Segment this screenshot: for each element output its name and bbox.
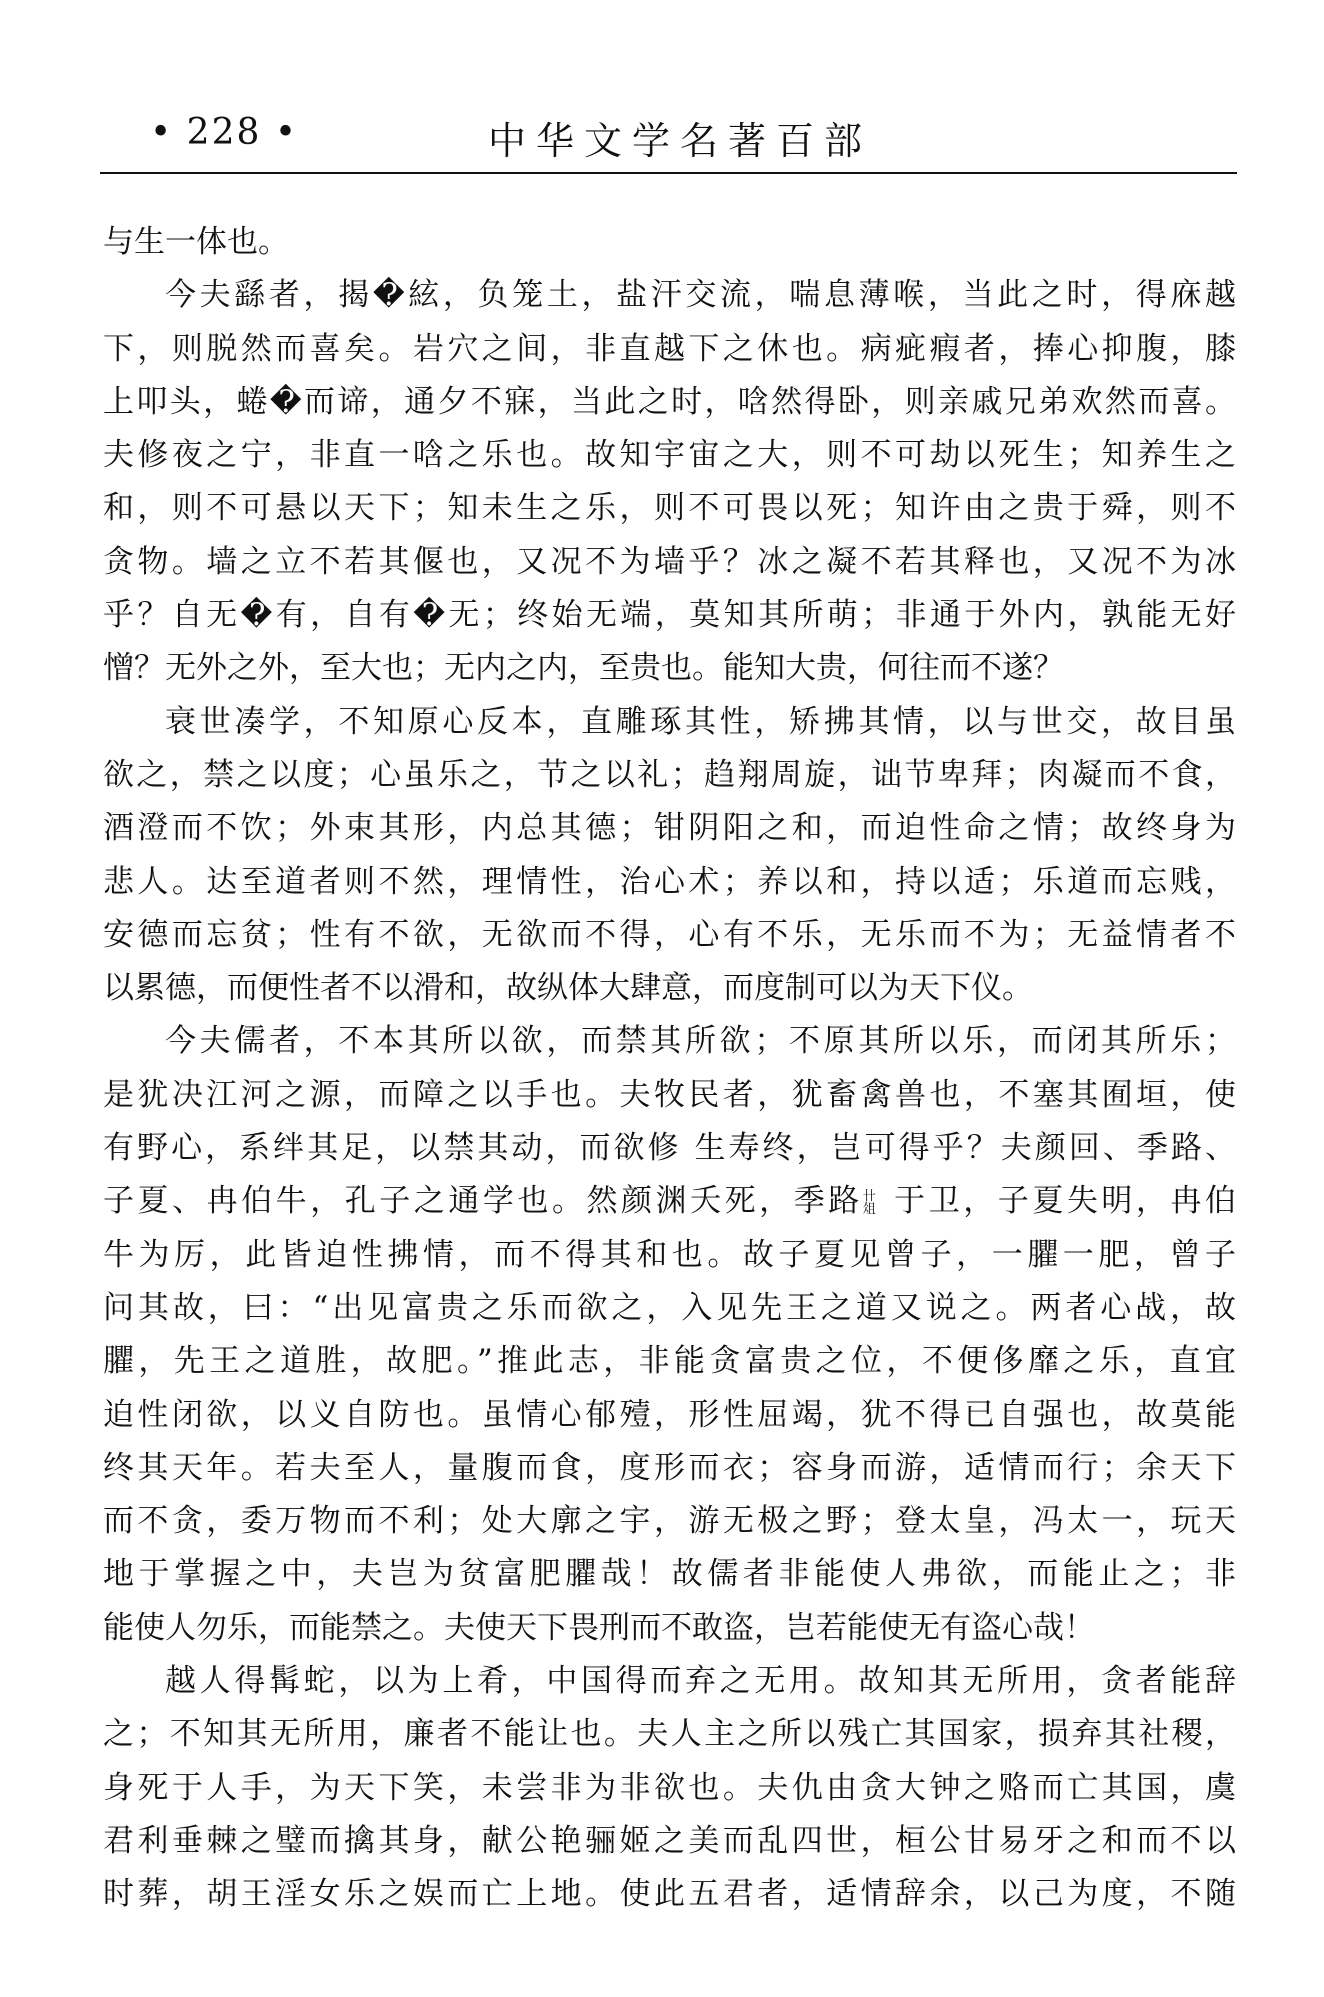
- text-line: 酒澄而不饮；外束其形，内总其德；钳阴阳之和，而迫性命之情；故终身为: [103, 810, 1236, 847]
- text-line: 君利垂棘之璧而擒其身，献公艳骊姬之美而乱四世，桓公甘易牙之和而不以: [103, 1822, 1236, 1859]
- text-line: 夫修夜之宁，非直一唅之乐也。故知宇宙之大，则不可劫以死生；知养生之: [103, 437, 1236, 474]
- text-segment: 于卫，子夏失明，冉伯: [880, 1183, 1237, 1220]
- text-line: 和，则不可悬以天下；知未生之乐，则不可畏以死；知许由之贵于舜，则不: [103, 490, 1236, 527]
- text-line: 牛为厉，此皆迫性拂情，而不得其和也。故子夏见曾子，一臞一肥，曾子: [103, 1236, 1236, 1273]
- text-line: 地于掌握之中，夫岂为贫富肥臞哉！故儒者非能使人弗欲，而能止之；非: [103, 1556, 1236, 1593]
- text-line: 终其天年。若夫至人，量腹而食，度形而衣；容身而游，适情而行；余天下: [103, 1449, 1236, 1486]
- text-line: 憎？无外之外，至大也；无内之内，至贵也。能知大贵，何往而不遂？: [103, 650, 1064, 687]
- text-line: 之；不知其无所用，廉者不能让也。夫人主之所以残亡其国家，损弃其社稷，: [103, 1716, 1236, 1753]
- paragraph-start-line: 今夫繇者，揭�絃，负笼土，盐汗交流，喘息薄喉，当此之时，得庥越: [165, 277, 1236, 314]
- text-line: 是犹决江河之源，而障之以手也。夫牧民者，犹畜禽兽也，不塞其囿垣，使: [103, 1076, 1236, 1113]
- text-line: 乎？自无�有，自有�无；终始无端，莫知其所萌；非通于外内，孰能无好: [103, 597, 1236, 634]
- text-line: 下，则脱然而喜矣。岩穴之间，非直越下之休也。病疵瘕者，捧心抑腹，膝: [103, 330, 1236, 367]
- text-line: 问其故，曰：“出见富贵之乐而欲之，入见先王之道又说之。两者心战，故: [103, 1289, 1236, 1326]
- running-header-title: 中华文学名著百部: [487, 119, 872, 163]
- text-line: 迫性闭欲，以义自防也。虽情心郁殪，形性屈竭，犹不得已自强也，故莫能: [103, 1396, 1236, 1433]
- text-line: 与生一体也。: [103, 224, 289, 260]
- header-rule: [100, 172, 1237, 174]
- paragraph-start-line: 衰世凑学，不知原心反本，直雕琢其性，矫拂其情，以与世交，故目虽: [165, 703, 1236, 740]
- text-line: 贪物。墙之立不若其偃也，又况不为墙乎？冰之凝不若其释也，又况不为冰: [103, 543, 1236, 580]
- stacked-character: [863, 1190, 881, 1216]
- stacked-bottom: 俎: [862, 1201, 876, 1217]
- stacked-top: 卄: [862, 1188, 876, 1204]
- page-number: • 228 •: [150, 112, 299, 153]
- text-line: 悲人。达至道者则不然，理情性，治心术；养以和，持以适；乐道而忘贱，: [103, 863, 1236, 900]
- text-line: 有野心，系绊其足，以禁其动，而欲修 生寿终，岂可得乎？夫颜回、季路、: [103, 1130, 1236, 1167]
- paragraph-start-line: 越人得髯蛇，以为上肴，中国得而弃之无用。故知其无所用，贪者能辞: [165, 1663, 1236, 1700]
- text-line: 欲之，禁之以度；心虽乐之，节之以礼；趋翔周旋，诎节卑拜；肉凝而不食，: [103, 756, 1236, 793]
- text-line: 臞，先王之道胜，故肥。”推此志，非能贪富贵之位，不便侈靡之乐，直宜: [103, 1343, 1236, 1380]
- body-text: [103, 216, 1236, 1922]
- text-line: 时葬，胡王淫女乐之娱而亡上地。使此五君者，适情辞余，以己为度，不随: [103, 1876, 1236, 1913]
- text-line: 以累德，而便性者不以滑和，故纵体大肆意，而度制可以为天下仪。: [103, 970, 1033, 1007]
- paragraph-start-line: 今夫儒者，不本其所以欲，而禁其所欲；不原其所以乐，而闭其所乐；: [165, 1023, 1236, 1060]
- text-line: [103, 1175, 1236, 1228]
- text-line: 能使人勿乐，而能禁之。夫使天下畏刑而不敢盗，岂若能使无有盗心哉！: [103, 1609, 1095, 1646]
- text-line: 上叩头，蜷�而谛，通夕不寐，当此之时，唅然得卧，则亲戚兄弟欢然而喜。: [103, 383, 1236, 420]
- text-line: 而不贪，委万物而不利；处大廓之宇，游无极之野；登太皇，冯太一，玩天: [103, 1503, 1236, 1540]
- text-line: 安德而忘贫；性有不欲，无欲而不得，心有不乐，无乐而不为；无益情者不: [103, 916, 1236, 953]
- text-line: 身死于人手，为天下笑，未尝非为非欲也。夫仇由贪大钟之赂而亡其国，虞: [103, 1769, 1236, 1806]
- text-segment: 子夏、冉伯牛，孔子之通学也。然颜渊夭死，季路: [103, 1183, 863, 1220]
